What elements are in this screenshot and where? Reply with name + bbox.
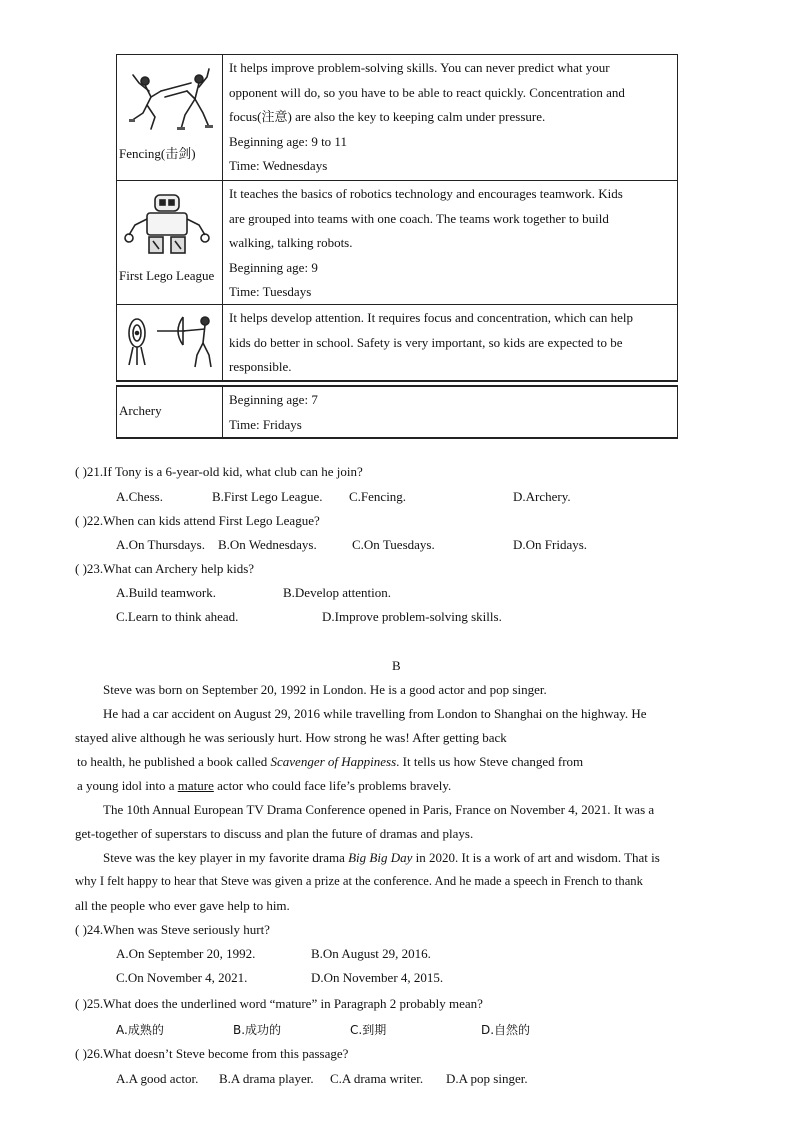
passage-text: in 2020. It is a work of art and wisdom. That is	[412, 850, 660, 865]
book-title: Scavenger of Happiness	[270, 754, 397, 769]
option-24a: A.On September 20, 1992.	[116, 946, 256, 961]
club-cell-archery	[117, 305, 223, 380]
option-26c: C.A drama writer.	[330, 1071, 424, 1086]
option-21b: B.First Lego League.	[212, 489, 323, 504]
archery-icon	[121, 311, 216, 371]
option-26d: D.A pop singer.	[446, 1071, 528, 1086]
club-desc-line: It teaches the basics of robotics technology and encourages teamwork. Kids	[229, 186, 623, 201]
passage-text: a young idol into a	[77, 778, 178, 793]
question-24: ( )24.When was Steve seriously hurt?	[75, 922, 270, 937]
club-info-lego	[223, 181, 677, 304]
passage-line: get-together of superstars to discuss and plan the future of dramas and plays.	[75, 826, 474, 841]
question-21: ( )21.If Tony is a 6-year-old kid, what club can he join?	[75, 464, 363, 479]
club-info-fencing	[223, 55, 677, 180]
passage-line	[77, 754, 583, 770]
option-26b: B.A drama player.	[219, 1071, 314, 1086]
club-name-lego: First Lego League	[119, 268, 215, 283]
passage-text: Steve was the key player in my favorite drama	[103, 850, 349, 865]
club-age: Beginning age: 9 to 11	[229, 133, 347, 149]
club-desc-line: focus(注意) are also the key to keeping calm under pressure.	[229, 109, 546, 124]
club-cell-archery-name	[117, 387, 223, 437]
club-desc-line: opponent will do, so you have to be able to react quickly. Concentration and	[229, 84, 625, 100]
passage-text: to health, he published a book called	[77, 754, 271, 769]
club-cell-lego	[117, 181, 223, 304]
club-time: Time: Tuesdays	[229, 284, 312, 299]
passage-line: Steve was born on September 20, 1992 in London. He is a good actor and pop singer.	[103, 682, 547, 697]
club-row-archery	[116, 305, 678, 382]
club-name-archery: Archery	[119, 403, 162, 418]
option-23d: D.Improve problem-solving skills.	[322, 609, 502, 624]
passage-line	[103, 850, 660, 866]
question-25: ( )25.What does the underlined word “mature” in Paragraph 2 probably mean?	[75, 996, 483, 1011]
club-desc-line: walking, talking robots.	[229, 235, 353, 250]
option-25a: A.成熟的	[116, 1023, 164, 1037]
option-25b: B.成功的	[233, 1023, 282, 1037]
option-25d: D.自然的	[481, 1023, 531, 1037]
club-row-archery-details	[116, 385, 678, 439]
passage-line: stayed alive although he was seriously hurt. How strong he was! After getting back	[75, 730, 507, 745]
option-21d: D.Archery.	[513, 489, 571, 504]
passage-line: why I felt happy to hear that Steve was given a prize at the conference. And he made a speech in French to thank	[75, 874, 643, 888]
option-21c: C.Fencing.	[349, 489, 407, 504]
club-age: Beginning age: 9	[229, 259, 318, 275]
club-info-archery-details	[223, 387, 677, 437]
club-row-fencing	[116, 54, 678, 181]
fencing-icon	[121, 61, 216, 133]
club-desc-line: It helps develop attention. It requires focus and concentration, which can help	[229, 310, 633, 325]
option-24d: D.On November 4, 2015.	[311, 970, 444, 985]
section-b-heading: B	[392, 658, 401, 673]
question-22: ( )22.When can kids attend First Lego League?	[75, 513, 320, 528]
club-age: Beginning age: 7	[229, 392, 318, 407]
question-23: ( )23.What can Archery help kids?	[75, 561, 255, 576]
option-22c: C.On Tuesdays.	[352, 537, 435, 552]
club-name-fencing: Fencing(击剑)	[119, 146, 196, 161]
club-info-archery	[223, 305, 677, 380]
option-23c: C.Learn to think ahead.	[116, 609, 239, 624]
club-desc-line: kids do better in school. Safety is very important, so kids are expected to be	[229, 334, 623, 350]
option-22d: D.On Fridays.	[513, 537, 588, 552]
option-21a: A.Chess.	[116, 489, 163, 504]
passage-line: He had a car accident on August 29, 2016 while travelling from London to Shanghai on the highway. He	[103, 706, 647, 721]
option-22a: A.On Thursdays.	[116, 537, 205, 552]
passage-text: actor who could face life’s problems bravely.	[213, 778, 452, 793]
underlined-word: mature	[177, 778, 214, 793]
club-time: Time: Fridays	[229, 416, 302, 432]
passage-text: . It tells us how Steve changed from	[396, 754, 584, 769]
option-25c: C.到期	[350, 1023, 387, 1037]
robot-icon	[121, 191, 216, 261]
club-desc-line: It helps improve problem-solving skills. You can never predict what your	[229, 60, 610, 75]
option-23a: A.Build teamwork.	[116, 585, 217, 600]
option-22b: B.On Wednesdays.	[218, 537, 317, 552]
option-24c: C.On November 4, 2021.	[116, 970, 248, 985]
option-23b: B.Develop attention.	[283, 585, 391, 600]
passage-line: The 10th Annual European TV Drama Conference opened in Paris, France on November 4, 2021. It was a	[103, 802, 655, 817]
option-26a: A.A good actor.	[116, 1071, 199, 1086]
club-table	[116, 54, 678, 439]
club-time: Time: Wednesdays	[229, 158, 328, 173]
drama-title: Big Big Day	[348, 850, 413, 865]
club-desc-line: responsible.	[229, 359, 292, 374]
club-row-lego	[116, 181, 678, 305]
option-24b: B.On August 29, 2016.	[311, 946, 431, 961]
question-26: ( )26.What doesn’t Steve become from this passage?	[75, 1046, 349, 1061]
club-desc-line: are grouped into teams with one coach. The teams work together to build	[229, 210, 609, 226]
passage-line: all the people who ever gave help to him.	[75, 898, 290, 913]
passage-line	[77, 778, 451, 794]
club-cell-fencing	[117, 55, 223, 180]
